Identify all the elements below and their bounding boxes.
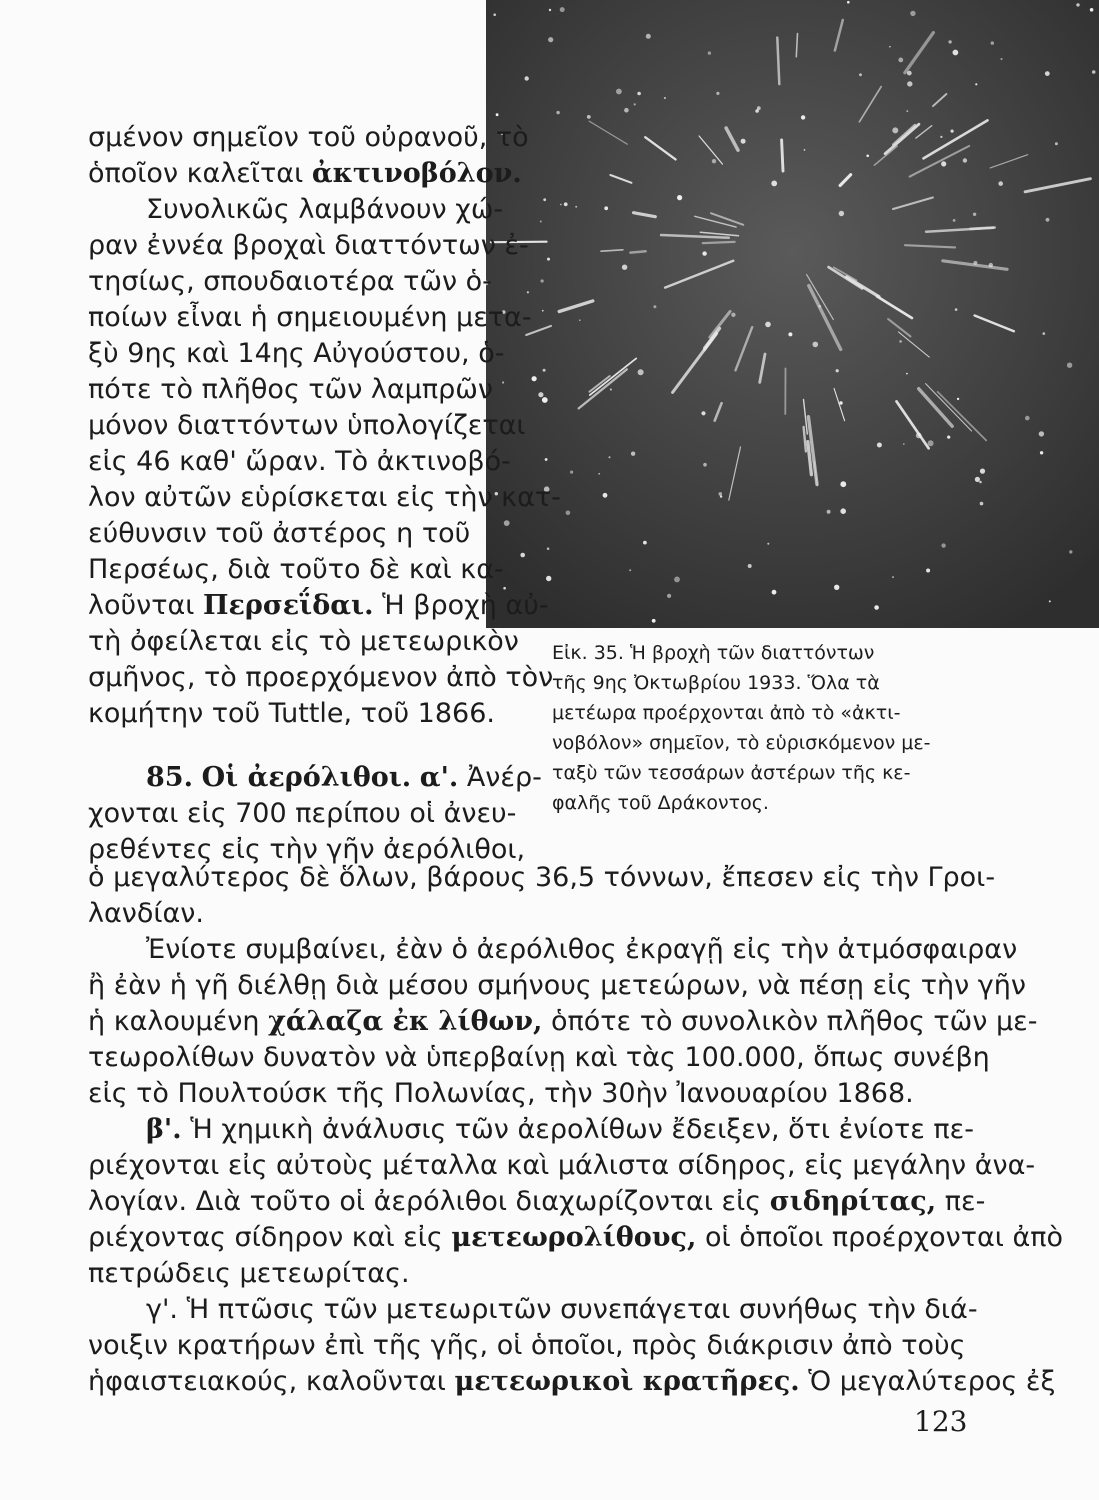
star-dot xyxy=(538,392,543,397)
star-dot xyxy=(839,211,844,216)
star-dot xyxy=(708,51,711,54)
star-dot xyxy=(546,576,551,581)
star-dot xyxy=(638,369,644,375)
star-dot xyxy=(702,251,706,255)
bold-term: σιδηρίτας, xyxy=(769,1186,937,1217)
star-dot xyxy=(877,443,882,448)
section-sub: α'. xyxy=(419,762,459,793)
star-dot xyxy=(899,340,902,343)
star-dot xyxy=(540,221,542,223)
star-dot xyxy=(998,181,1003,186)
caption-line: μετέωρα προέρχονται ἀπὸ τὸ «ἀκτι- xyxy=(552,702,901,724)
star-dot xyxy=(643,541,647,545)
bold-term: χάλαζα ἐκ λίθων, xyxy=(268,1006,543,1037)
text-run: Ἐνίοτε συμβαίνει, ἐὰν ὁ ἀερόλιθος ἐκραγῇ εἰς τὴν ἀτμόσφαιραν xyxy=(146,934,1018,965)
body-line xyxy=(88,1148,1036,1184)
text-run: Περσέως, διὰ τοῦτο δὲ καὶ κα- xyxy=(88,554,504,585)
star-dot xyxy=(991,41,994,44)
star-dot xyxy=(1043,332,1046,335)
star-dot xyxy=(566,511,571,516)
text-run: ποίων εἶναι ἡ σημειουμένη μετα- xyxy=(88,302,532,333)
text-run: Ἡ βροχὴ αὐ- xyxy=(373,590,549,621)
star-dot xyxy=(916,433,922,439)
star-dot xyxy=(979,481,982,484)
star-dot xyxy=(741,139,746,144)
section-85 xyxy=(88,760,542,868)
star-dot xyxy=(847,1,850,4)
text-run: Ὁ μεγαλύτερος ἐξ xyxy=(799,1366,1056,1397)
text-run: ἢ ἐὰν ἡ γῆ διέλθῃ διὰ μέσου σμήνους μετεώρων, νὰ πέσῃ εἰς τὴν γῆν xyxy=(88,970,1026,1001)
star-dot xyxy=(598,473,600,475)
star-dot xyxy=(493,13,496,16)
star-dot xyxy=(1092,70,1096,74)
star-dot xyxy=(834,585,839,590)
star-dot xyxy=(926,569,930,573)
star-dot xyxy=(940,136,942,138)
text-run: εἰς τὸ Πουλτούσκ τῆς Πολωνίας, τὴν 30ὴν Ἰανουαρίου 1868. xyxy=(88,1078,914,1109)
text-run: ἡ καλουμένη xyxy=(88,1006,269,1037)
body-line xyxy=(88,968,1026,1004)
bold-term: ἀκτινοβόλον. xyxy=(311,158,522,189)
star-dot xyxy=(748,564,752,568)
star-dot xyxy=(541,279,544,282)
star-dot xyxy=(951,130,954,133)
body-line xyxy=(88,1112,974,1148)
body-line xyxy=(88,1220,1064,1256)
star-dot xyxy=(947,436,950,439)
star-dot xyxy=(646,34,651,39)
star-dot xyxy=(631,452,635,456)
star-dot xyxy=(767,543,769,545)
star-dot xyxy=(953,219,956,222)
star-dot xyxy=(549,9,551,11)
star-dot xyxy=(866,155,869,158)
text-run: σμένον σημεῖον τοῦ οὐρανοῦ, τὸ xyxy=(88,122,529,153)
meteor-shower-photo xyxy=(486,0,1099,628)
star-dot xyxy=(664,97,666,99)
star-dot xyxy=(973,213,976,216)
star-dot xyxy=(906,110,908,112)
star-dot xyxy=(624,108,629,113)
text-run: λογίαν. Διὰ τοῦτο οἱ ἀερόλιθοι διαχωρίζονται εἰς xyxy=(88,1186,770,1217)
column-line xyxy=(88,624,519,660)
text-run: Συνολικῶς λαμβάνουν χώ- xyxy=(146,194,504,225)
star-dot xyxy=(570,471,573,474)
bold-term: μετεωρολίθους, xyxy=(451,1222,697,1253)
star-dot xyxy=(677,195,682,200)
star-dot xyxy=(859,73,862,76)
star-dot xyxy=(504,520,510,526)
star-dot xyxy=(907,71,912,76)
body-line xyxy=(88,1292,978,1328)
star-dot xyxy=(765,322,771,328)
star-dot xyxy=(755,109,759,113)
text-run: οἱ ὁποῖοι προέρχονται ἀπὸ xyxy=(696,1222,1064,1253)
text-run: λοῦνται xyxy=(88,590,203,621)
column-line xyxy=(88,552,504,588)
star-dot xyxy=(603,493,608,498)
body-line xyxy=(88,1328,968,1364)
star-dot xyxy=(701,411,705,415)
caption-line: Εἰκ. 35. Ἡ βροχὴ τῶν διαττόντων xyxy=(552,642,875,664)
star-dot xyxy=(813,342,819,348)
star-dot xyxy=(653,305,656,308)
star-dot xyxy=(610,388,612,390)
star-dot xyxy=(1055,142,1058,145)
text-run: ὁ μεγαλύτερος δὲ ὅλων, βάρους 36,5 τόννων, ἔπεσεν εἰς τὴν Γροι- xyxy=(88,862,996,893)
star-dot xyxy=(874,605,879,610)
star-dot xyxy=(667,594,671,598)
column-line xyxy=(88,300,532,336)
meteor-streak xyxy=(971,228,995,229)
star-dot xyxy=(1090,8,1094,12)
star-dot xyxy=(836,369,839,372)
star-dot xyxy=(948,40,951,43)
text-run: τεωρολίθων δυνατὸν νὰ ὑπερβαίνῃ καὶ τὰς 100.000, ὅπως συνέβη xyxy=(88,1042,990,1073)
star-dot xyxy=(496,113,499,116)
star-dot xyxy=(575,206,577,208)
star-dot xyxy=(731,313,735,317)
star-dot xyxy=(634,103,636,105)
column-line xyxy=(88,696,498,732)
column-line xyxy=(88,192,504,228)
star-dot xyxy=(889,46,891,48)
column-line xyxy=(88,444,511,480)
star-dot xyxy=(1069,550,1072,553)
left-column-text xyxy=(88,120,561,732)
text-run: ὁπότε τὸ συνολικὸν πλῆθος τῶν με- xyxy=(542,1006,1038,1037)
body-line xyxy=(88,1364,1056,1400)
column-line xyxy=(88,156,522,192)
star-dot xyxy=(989,263,993,267)
body-line xyxy=(88,896,968,932)
text-run: ὁποῖον καλεῖται xyxy=(88,158,312,189)
star-dot xyxy=(616,89,622,95)
text-run: τὴ ὀφείλεται εἰς τὸ μετεωρικὸν xyxy=(88,626,519,657)
text-run: ἡφαιστειακούς, καλοῦνται xyxy=(88,1366,455,1397)
text-run: μόνον διαττόντων ὑπολογίζεται xyxy=(88,410,526,441)
star-dot xyxy=(547,258,550,261)
text-run: ριέχονται εἰς αὐτοὺς μέταλλα καὶ μάλιστα σίδηρος, εἰς μεγάλην ἀνα- xyxy=(88,1150,1036,1181)
star-dot xyxy=(980,502,984,506)
section-line: χονται εἰς 700 περίπου οἱ ἀνευ- xyxy=(88,798,517,829)
column-line xyxy=(88,228,529,264)
column-line xyxy=(88,372,498,408)
text-run: ραν ἐννέα βροχαὶ διαττόντων ἐ- xyxy=(88,230,529,261)
caption-line: τῆς 9ης Ὀκτωβρίου 1933. Ὅλα τὰ xyxy=(552,672,880,694)
star-dot xyxy=(712,159,716,163)
star-dot xyxy=(788,332,792,336)
section-number: 85. xyxy=(146,762,193,793)
star-dot xyxy=(973,261,977,265)
star-dot xyxy=(545,458,548,461)
column-line xyxy=(88,336,505,372)
section-heading-rest: Ἀνέρ- xyxy=(458,762,542,793)
body-line xyxy=(88,1040,990,1076)
star-dot xyxy=(520,553,525,558)
caption-line: νοβόλον» σημεῖον, τὸ εὑρισκόμενον με- xyxy=(552,732,931,754)
star-dot xyxy=(839,401,842,404)
figure-caption xyxy=(552,638,957,818)
star-dot xyxy=(548,37,553,42)
star-dot xyxy=(818,305,821,308)
star-dot xyxy=(629,569,631,571)
star-dot xyxy=(564,202,568,206)
star-dot xyxy=(953,50,959,56)
star-dot xyxy=(840,508,846,514)
star-dot xyxy=(609,456,611,458)
bold-term: Περσεΐδαι. xyxy=(202,590,374,621)
text-run: τησίως, σπουδαιοτέρα τῶν ὁ- xyxy=(88,266,492,297)
star-dot xyxy=(771,181,777,187)
star-dot xyxy=(543,369,546,372)
full-width-text xyxy=(88,860,1064,1400)
star-dot xyxy=(980,469,985,474)
star-dot xyxy=(527,291,529,293)
star-dot xyxy=(957,398,959,400)
column-line xyxy=(88,264,498,300)
star-dot xyxy=(556,111,559,114)
star-dot xyxy=(941,543,945,547)
star-dot xyxy=(560,204,562,206)
section-line: ρεθέντες εἰς τὴν γῆν ἀερόλιθοι, xyxy=(88,834,526,865)
body-line xyxy=(88,1184,986,1220)
text-run: λον αὐτῶν εὑρίσκεται εἰς τὴν κατ- xyxy=(88,482,561,513)
star-dot xyxy=(910,11,915,16)
star-dot xyxy=(907,81,912,86)
text-run: γ'. Ἡ πτῶσις τῶν μετεωριτῶν συνεπάγεται συνήθως τὴν διά- xyxy=(146,1294,978,1325)
star-dot xyxy=(1049,600,1051,602)
column-line xyxy=(88,120,529,156)
star-dot xyxy=(716,92,719,95)
star-dot xyxy=(1046,218,1050,222)
text-run: Ἡ χημικὴ ἀνάλυσις τῶν ἀερολίθων ἔδειξεν, ὅτι ἐνίοτε πε- xyxy=(181,1114,974,1145)
star-dot xyxy=(604,206,608,210)
column-line xyxy=(88,480,561,516)
text-run: ξὺ 9ης καὶ 14ης Αὐγούστου, ὁ- xyxy=(88,338,505,369)
star-dot xyxy=(547,547,550,550)
star-dot xyxy=(560,7,565,12)
section-title: Οἱ ἀερόλιθοι. xyxy=(201,762,412,793)
star-dot xyxy=(719,492,723,496)
meteor-streak xyxy=(703,242,735,243)
column-line xyxy=(88,408,526,444)
text-run: εἰς 46 καθ' ὥραν. Τὸ ἀκτινοβό- xyxy=(88,446,511,477)
star-dot xyxy=(772,590,777,595)
star-dot xyxy=(1025,416,1030,421)
star-dot xyxy=(827,510,831,514)
text-run: κομήτην τοῦ Tuttle, τοῦ 1866. xyxy=(88,698,495,729)
star-dot xyxy=(525,76,529,80)
meteor-streak xyxy=(630,251,645,252)
text-run: πότε τὸ πλῆθος τῶν λαμπρῶν xyxy=(88,374,493,405)
star-dot xyxy=(1045,71,1050,76)
star-dot xyxy=(1000,58,1002,60)
text-run: νοιξιν κρατήρων ἐπὶ τῆς γῆς, οἱ ὁποῖοι, πρὸς διάκρισιν ἀπὸ τοὺς xyxy=(88,1330,966,1361)
star-dot xyxy=(637,92,641,96)
body-line xyxy=(88,1004,1038,1040)
star-dot xyxy=(720,495,722,497)
star-dot xyxy=(903,443,905,445)
page-number: 123 xyxy=(914,1405,968,1438)
star-dot xyxy=(532,376,537,381)
star-dot xyxy=(804,149,806,151)
star-dot xyxy=(840,481,846,487)
star-dot xyxy=(502,381,504,383)
star-dot xyxy=(587,115,591,119)
star-dot xyxy=(542,397,548,403)
text-run: λανδίαν. xyxy=(88,898,204,929)
meteor-streaks xyxy=(486,0,1099,628)
star-dot xyxy=(579,319,581,321)
text-run: σμῆνος, τὸ προερχόμενον ἀπὸ τὸν xyxy=(88,662,554,693)
star-dot xyxy=(928,440,934,446)
column-line xyxy=(88,516,498,552)
body-line xyxy=(88,1256,968,1292)
star-dot xyxy=(674,577,680,583)
star-dot xyxy=(892,127,898,133)
text-run: εύθυνσιν τοῦ ἀστέρος η τοῦ xyxy=(88,518,471,549)
star-dot xyxy=(1067,363,1072,368)
star-dot xyxy=(542,310,544,312)
star-dot xyxy=(652,619,656,623)
star-dot xyxy=(892,576,894,578)
text-run: πε- xyxy=(936,1186,986,1217)
bold-term: β'. xyxy=(146,1114,182,1145)
star-dot xyxy=(963,158,967,162)
star-dot xyxy=(801,115,805,119)
star-dot xyxy=(975,83,977,85)
star-dot xyxy=(1040,451,1043,454)
column-line xyxy=(88,588,549,624)
body-line xyxy=(88,860,996,896)
section-heading xyxy=(146,760,542,796)
star-dot xyxy=(1076,3,1079,6)
star-dot xyxy=(622,265,627,270)
caption-line: ταξὺ τῶν τεσσάρων ἀστέρων τῆς κε- xyxy=(552,762,911,784)
caption-line: φαλῆς τοῦ Δράκοντος. xyxy=(552,792,769,814)
star-dot xyxy=(1039,431,1044,436)
star-dot xyxy=(906,373,908,375)
star-dot xyxy=(703,463,707,467)
star-dot xyxy=(975,477,980,482)
body-line xyxy=(88,1076,968,1112)
meteor-streak xyxy=(782,140,783,171)
star-dot xyxy=(955,308,958,311)
body-line xyxy=(88,932,1018,968)
bold-term: μετεωρικοὶ κρατῆρες. xyxy=(454,1366,800,1397)
text-run: πετρώδεις μετεωρίτας. xyxy=(88,1258,410,1289)
column-line xyxy=(88,660,554,696)
star-dot xyxy=(543,198,546,201)
text-run: ριέχοντας σίδηρον καὶ εἰς xyxy=(88,1222,452,1253)
star-dot xyxy=(941,161,946,166)
star-dot xyxy=(898,58,903,63)
